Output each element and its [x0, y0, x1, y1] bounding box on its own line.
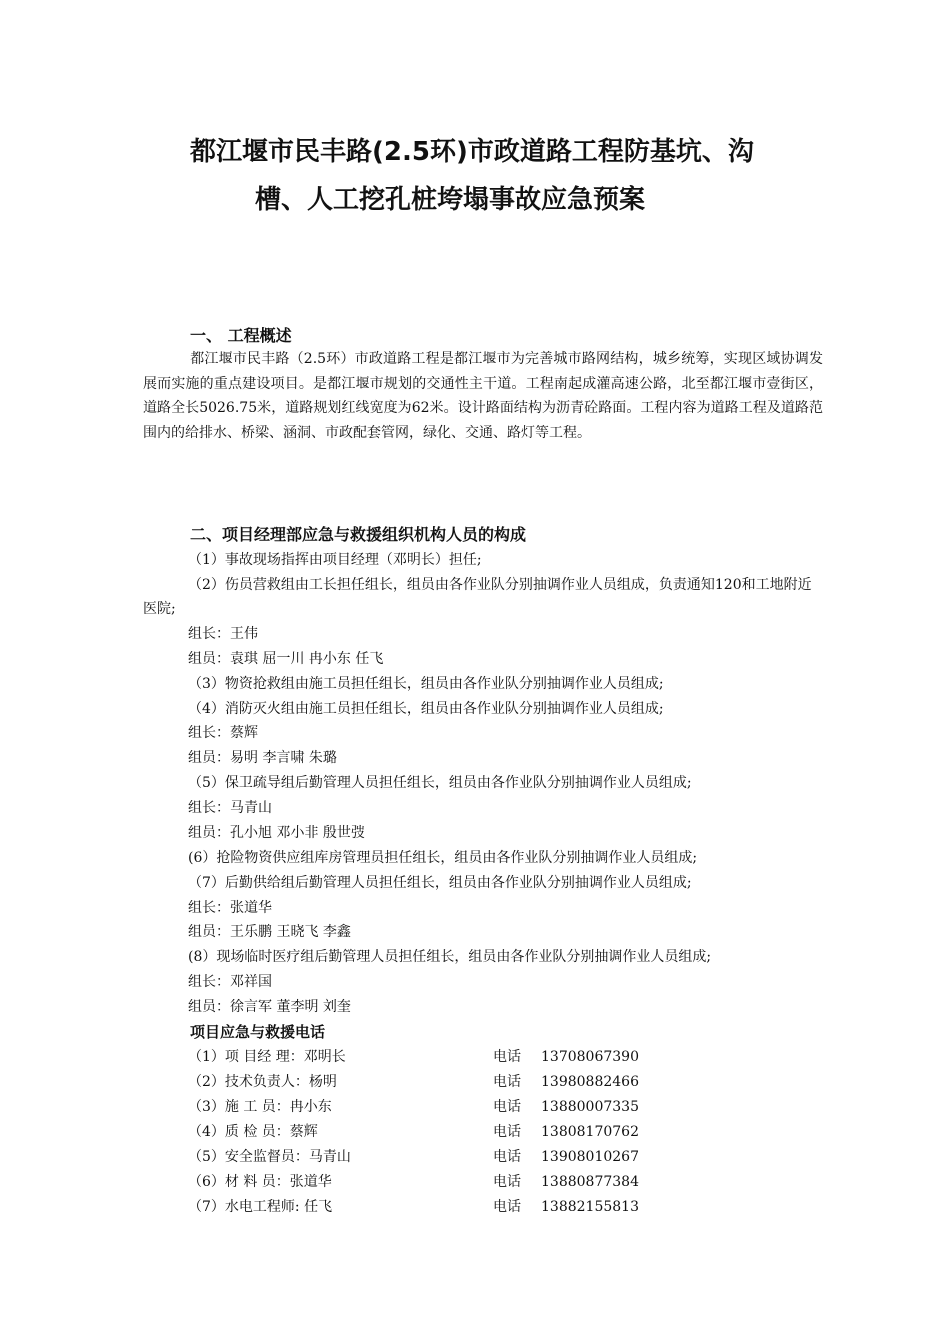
contact-role: （4）质 检 员：蔡辉 — [188, 1124, 318, 1140]
contact-phone: 13882155813 — [541, 1199, 639, 1215]
contact-phone: 13880877384 — [541, 1174, 639, 1190]
contact-role: （1）项 目经 理：邓明长 — [188, 1049, 346, 1065]
contact-role: （7）水电工程师: 任飞 — [188, 1199, 333, 1215]
title-line-2: 槽、人工挖孔桩垮塌事故应急预案 — [255, 185, 646, 215]
tel-label: 电话 — [493, 1049, 521, 1065]
contact-row — [188, 1145, 639, 1169]
tel-label: 电话 — [493, 1099, 521, 1115]
contact-phone: 13908010267 — [541, 1149, 639, 1165]
section2-heading: 二、项目经理部应急与救援组织机构人员的构成 — [190, 525, 527, 544]
list-item: (8）现场临时医疗组后勤管理人员担任组长，组员由各作业队分别抽调作业人员组成; — [188, 949, 712, 965]
list-item: 组员：徐言军 董李明 刘奎 — [188, 999, 351, 1015]
tel-label: 电话 — [493, 1174, 521, 1190]
contact-role: （5）安全监督员：马青山 — [188, 1149, 351, 1165]
contact-row — [188, 1095, 639, 1119]
contact-row — [188, 1195, 639, 1219]
list-item: 组长：王伟 — [188, 626, 258, 642]
contact-role: （6）材 料 员：张道华 — [188, 1174, 332, 1190]
list-item: 组员：王乐鹏 王晓飞 李鑫 — [188, 924, 351, 940]
contact-phone: 13880007335 — [541, 1099, 639, 1115]
contact-row — [188, 1120, 639, 1144]
list-item: （3）物资抢救组由施工员担任组长，组员由各作业队分别抽调作业人员组成; — [188, 676, 664, 692]
tel-label: 电话 — [493, 1074, 521, 1090]
list-item: 组员：易明 李言啸 朱璐 — [188, 750, 337, 766]
list-item: （5）保卫疏导组后勤管理人员担任组长，组员由各作业队分别抽调作业人员组成; — [188, 775, 692, 791]
list-item — [143, 573, 823, 621]
list-item: 组长：张道华 — [188, 900, 272, 916]
list-item: （1）事故现场指挥由项目经理（邓明长）担任; — [188, 552, 482, 568]
list-item: 组长：马青山 — [188, 800, 272, 816]
list-item: 组员：袁琪 屈一川 冉小东 任飞 — [188, 651, 384, 667]
title-line-1: 都江堰市民丰路(2.5环)市政道路工程防基坑、沟 — [190, 137, 754, 167]
tel-label: 电话 — [493, 1199, 521, 1215]
list-item: (6）抢险物资供应组库房管理员担任组长，组员由各作业队分别抽调作业人员组成; — [188, 850, 698, 866]
section1-heading: 一、 工程概述 — [190, 326, 292, 345]
contact-phone: 13708067390 — [541, 1049, 639, 1065]
list-item: 组员：孔小旭 邓小非 殷世弢 — [188, 825, 365, 841]
section1-body-text: 都江堰市民丰路（2.5环）市政道路工程是都江堰市为完善城市路网结构，城乡统筹，实现区域协调发展而实施的重点建设项目。是都江堰市规划的交通性主干道。工程南起成灌高速公路，北至都江堰市壹街区，道路全长5026.75米，道路规划红线宽度为62米。设计路面结构为沥青砼路面。工程内容为道路工程及道路范围内的给排水、桥梁、涵洞、市政配套管网，绿化、交通、路灯等工程。 — [143, 351, 823, 441]
contact-phone: 13808170762 — [541, 1124, 639, 1140]
document-title — [130, 128, 830, 224]
list-item: 组长：邓祥国 — [188, 974, 272, 990]
section1-body — [143, 347, 823, 445]
contact-row — [188, 1045, 639, 1069]
contact-row — [188, 1070, 639, 1094]
contact-row — [188, 1170, 639, 1194]
list-item: （4）消防灭火组由施工员担任组长，组员由各作业队分别抽调作业人员组成; — [188, 701, 664, 717]
contacts-heading: 项目应急与救援电话 — [190, 1023, 326, 1041]
tel-label: 电话 — [493, 1124, 521, 1140]
contact-role: （2）技术负责人：杨明 — [188, 1074, 337, 1090]
contact-role: （3）施 工 员：冉小东 — [188, 1099, 332, 1115]
list-item: （7）后勤供给组后勤管理人员担任组长，组员由各作业队分别抽调作业人员组成; — [188, 875, 692, 891]
tel-label: 电话 — [493, 1149, 521, 1165]
list-item-text: （2）伤员营救组由工长担任组长，组员由各作业队分别抽调作业人员组成，负责通知120和工地附近医院; — [143, 577, 812, 617]
contact-phone: 13980882466 — [541, 1074, 639, 1090]
list-item: 组长：蔡辉 — [188, 725, 258, 741]
